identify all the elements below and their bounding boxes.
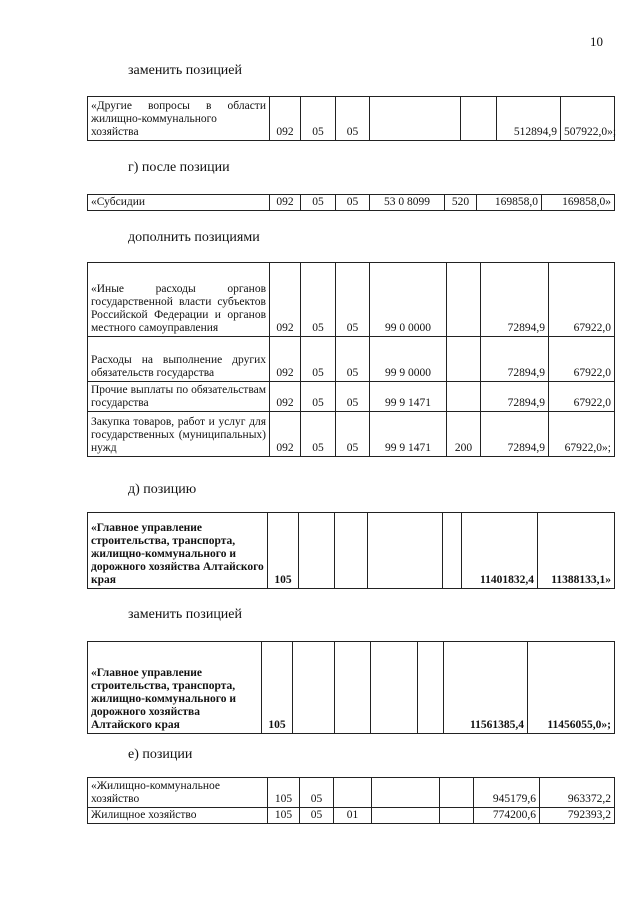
row-name: «Главное управление строительства, транспорта, жилищно-коммунального и дорожного хозяйства Алтайского края [88,642,262,734]
cell-value-2: 792393,2 [540,808,615,824]
table-row [88,337,615,382]
cell-target [371,642,418,734]
cell-ministry: 092 [270,263,301,337]
table-row [88,513,615,589]
table-row [88,97,615,141]
row-name: «Другие вопросы в области жилищно-коммунального хозяйства [88,97,270,141]
cell-ministry: 092 [270,97,301,141]
cell-section: 05 [301,412,336,457]
table-housing-utilities [87,777,615,824]
cell-value-1: 72894,9 [481,412,549,457]
cell-ministry: 092 [270,382,301,412]
cell-target: 99 0 0000 [370,263,447,337]
table-row [88,642,615,734]
table-subsidies [87,194,615,211]
cell-type [440,778,474,808]
row-name: Закупка товаров, работ и услуг для государственных (муниципальных) нужд [88,412,270,457]
cell-subsection: 05 [336,195,370,211]
cell-value-1: 11561385,4 [444,642,528,734]
cell-target: 99 9 1471 [370,382,447,412]
cell-value-2: 11456055,0»; [528,642,615,734]
cell-subsection: 01 [334,808,372,824]
cell-subsection: 05 [336,382,370,412]
cell-section [299,513,335,589]
cell-value-2: 11388133,1» [538,513,615,589]
cell-value-1: 169858,0 [477,195,542,211]
row-name: Жилищное хозяйство [88,808,268,824]
table-row [88,382,615,412]
table-main-directorate-new [87,641,615,734]
cell-type [418,642,444,734]
cell-section: 05 [301,263,336,337]
row-name: «Субсидии [88,195,270,211]
row-name: «Иные расходы органов государственной власти субъектов Российской Федерации и органов местного самоуправления [88,263,270,337]
cell-value-1: 72894,9 [481,263,549,337]
page-number: 10 [590,34,603,49]
cell-value-2: 67922,0 [549,382,615,412]
table-main-directorate-old [87,512,615,589]
table-row [88,263,615,337]
cell-ministry: 092 [270,337,301,382]
row-name: «Главное управление строительства, транспорта, жилищно-коммунального и дорожного хозяйства Алтайского края [88,513,268,589]
cell-section: 05 [301,382,336,412]
cell-subsection [334,778,372,808]
cell-type: 520 [445,195,477,211]
cell-value-1: 11401832,4 [462,513,538,589]
cell-type [443,513,462,589]
cell-target [372,808,440,824]
heading-positions: е) позиции [128,747,193,762]
cell-value-1: 774200,6 [474,808,540,824]
cell-subsection: 05 [336,337,370,382]
cell-subsection: 05 [336,263,370,337]
cell-ministry: 105 [262,642,293,734]
table-row [88,808,615,824]
cell-type [447,263,481,337]
cell-section: 05 [300,778,334,808]
cell-target [370,97,461,141]
cell-section: 05 [301,195,336,211]
cell-ministry: 105 [268,808,300,824]
cell-value-2: 169858,0» [542,195,615,211]
heading-add-positions: дополнить позициями [128,230,260,245]
cell-section: 05 [300,808,334,824]
cell-target: 99 9 1471 [370,412,447,457]
heading-replace-1: заменить позицией [128,63,243,78]
cell-value-1: 72894,9 [481,337,549,382]
cell-type [461,97,497,141]
table-other-housing-questions [87,96,615,141]
table-row [88,412,615,457]
cell-subsection [335,642,371,734]
cell-value-2: 507922,0»; [561,97,615,141]
cell-ministry: 105 [268,513,299,589]
row-name: Прочие выплаты по обязательствам государства [88,382,270,412]
cell-target: 53 0 8099 [370,195,445,211]
cell-section: 05 [301,97,336,141]
heading-position: д) позицию [128,482,197,497]
cell-subsection [335,513,368,589]
cell-ministry: 092 [270,412,301,457]
heading-after-position: г) после позиции [128,160,230,175]
cell-subsection: 05 [336,412,370,457]
cell-ministry: 092 [270,195,301,211]
row-name: Расходы на выполнение других обязательств государства [88,337,270,382]
cell-value-2: 67922,0 [549,337,615,382]
cell-value-2: 963372,2 [540,778,615,808]
cell-target [368,513,443,589]
heading-replace-2: заменить позицией [128,607,243,622]
cell-value-1: 945179,6 [474,778,540,808]
table-added-positions [87,262,615,457]
cell-target [372,778,440,808]
cell-section [293,642,335,734]
row-name: «Жилищно-коммунальное хозяйство [88,778,268,808]
cell-value-2: 67922,0 [549,263,615,337]
cell-type [447,337,481,382]
cell-ministry: 105 [268,778,300,808]
cell-type [447,382,481,412]
table-row [88,778,615,808]
cell-value-1: 512894,9 [497,97,561,141]
cell-value-2: 67922,0»; [549,412,615,457]
cell-subsection: 05 [336,97,370,141]
table-row [88,195,615,211]
cell-target: 99 9 0000 [370,337,447,382]
cell-section: 05 [301,337,336,382]
cell-value-1: 72894,9 [481,382,549,412]
cell-type [440,808,474,824]
cell-type: 200 [447,412,481,457]
